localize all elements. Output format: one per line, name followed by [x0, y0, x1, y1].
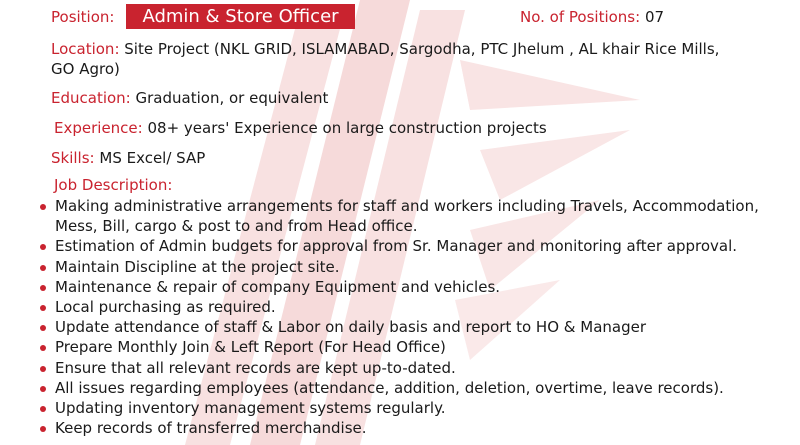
job-description-list [38, 196, 759, 438]
bullet-icon [40, 386, 46, 392]
position-label: Position: [51, 8, 115, 26]
bullet-icon [40, 285, 46, 291]
job-description-heading [54, 176, 172, 195]
education-row [51, 89, 328, 108]
bullet-icon [40, 305, 46, 311]
experience-label: Experience: [54, 119, 143, 137]
skills-value: MS Excel/ SAP [99, 149, 206, 167]
positions-count-row [520, 8, 664, 27]
list-item: All issues regarding employees (attendance, addition, deletion, overtime, leave records). [38, 378, 759, 398]
list-item: Maintenance & repair of company Equipment and vehicles. [38, 277, 759, 297]
list-item: Ensure that all relevant records are kept up-to-dated. [38, 358, 759, 378]
position-row [51, 8, 114, 27]
bullet-icon [40, 325, 46, 331]
list-item: Maintain Discipline at the project site. [38, 257, 759, 277]
location-row [51, 40, 719, 59]
bullet-icon [40, 426, 46, 432]
job-description-label: Job Description: [54, 176, 173, 194]
location-value-line1: Site Project (NKL GRID, ISLAMABAD, Sargodha, PTC Jhelum , AL khair Rice Mills, [124, 40, 720, 58]
list-item: Prepare Monthly Join & Left Report (For Head Office) [38, 337, 759, 357]
education-value: Graduation, or equivalent [135, 89, 329, 107]
bullet-icon [40, 406, 46, 412]
list-item: Updating inventory management systems regularly. [38, 398, 759, 418]
location-continuation [51, 60, 120, 79]
positions-count-value: 07 [644, 8, 665, 26]
list-item: Estimation of Admin budgets for approval from Sr. Manager and monitoring after approval. [38, 236, 759, 256]
experience-value: 08+ years' Experience on large construction projects [147, 119, 547, 137]
location-label: Location: [51, 40, 120, 58]
education-label: Education: [51, 89, 131, 107]
list-item: Mess, Bill, cargo & post to and from Head office. [55, 217, 418, 236]
skills-label: Skills: [51, 149, 95, 167]
position-title: Admin & Store Officer [126, 4, 355, 29]
bullet-icon [40, 244, 46, 250]
location-value-line2: GO Agro) [51, 60, 120, 78]
bullet-icon [40, 204, 46, 210]
list-item: Making administrative arrangements for staff and workers including Travels, Accommodation, [38, 196, 759, 216]
skills-row [51, 149, 205, 168]
bullet-icon [40, 265, 46, 271]
bullet-icon [40, 345, 46, 351]
list-item: Keep records of transferred merchandise. [38, 418, 759, 438]
experience-row [54, 119, 547, 138]
bullet-icon [40, 366, 46, 372]
list-item: Update attendance of staff & Labor on daily basis and report to HO & Manager [38, 317, 759, 337]
positions-count-label: No. of Positions: [520, 8, 641, 26]
list-item: Local purchasing as required. [38, 297, 759, 317]
